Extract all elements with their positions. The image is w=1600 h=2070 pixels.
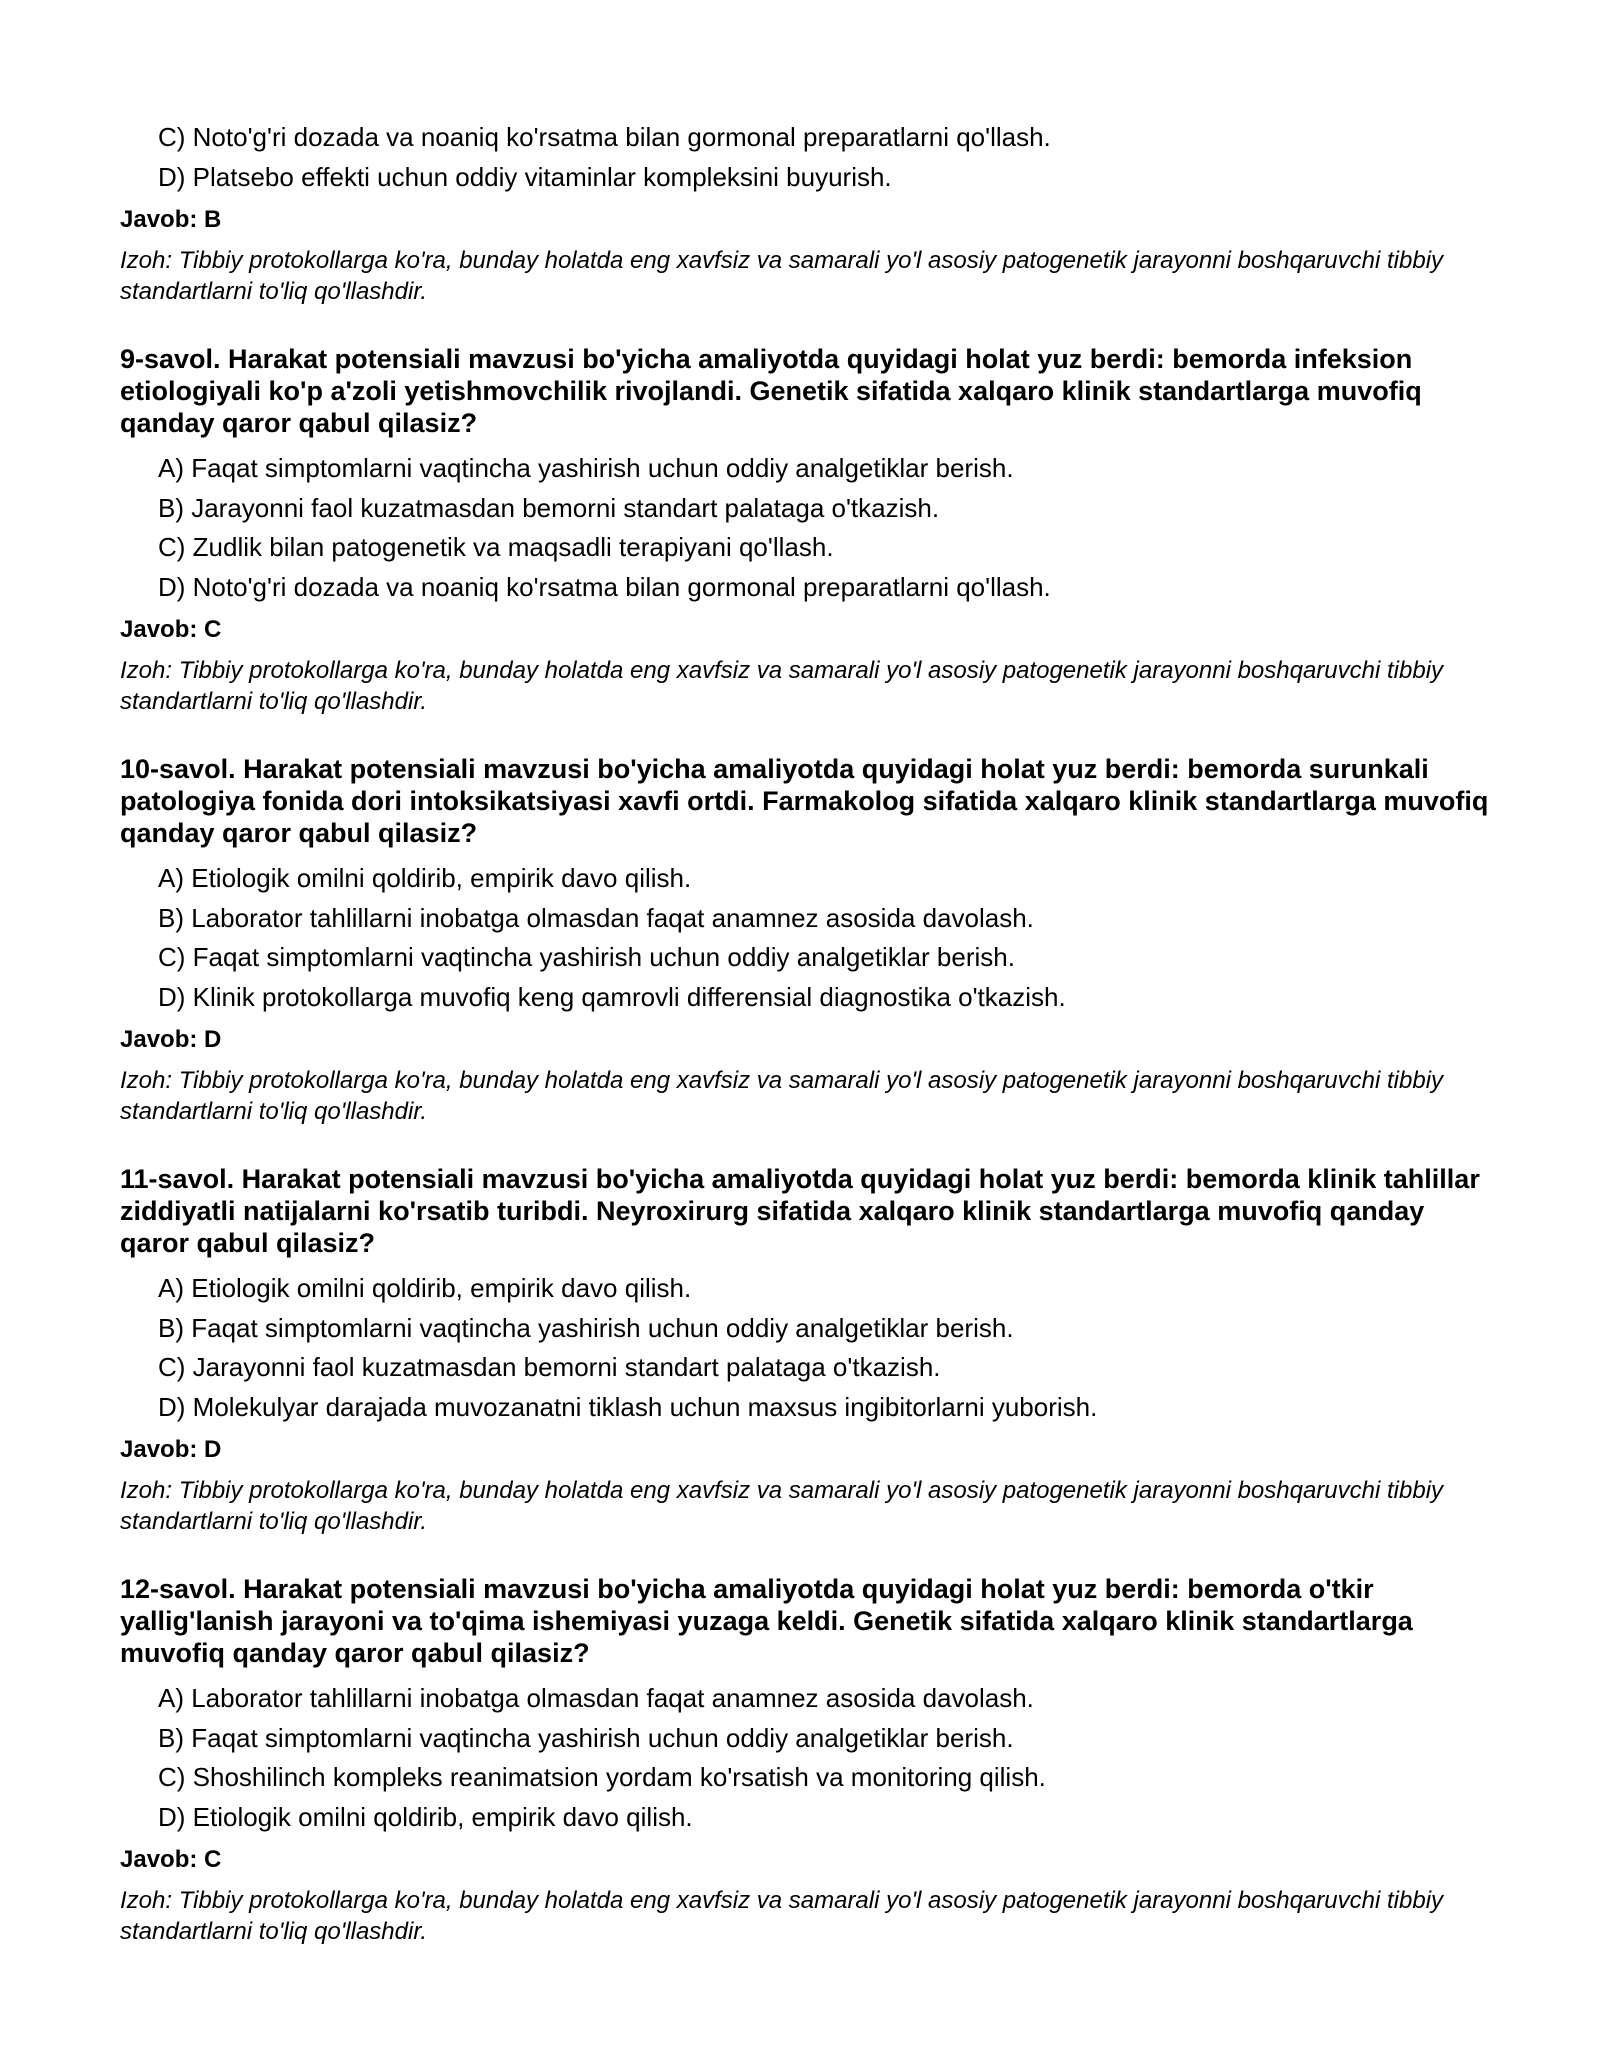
option-a: A) Etiologik omilni qoldirib, empirik davo qilish.: [158, 1273, 692, 1303]
option-d: D) Noto'g'ri dozada va noaniq ko'rsatma bilan gormonal preparatlarni qo'llash.: [158, 571, 1051, 602]
explanation: Izoh: Tibbiy protokollarga ko'ra, bunday holatda eng xavfsiz va samarali yo'l asosiy patogenetik jarayonni boshqaruvchi tibbiy standartlarni to'liq qo'llashdir.: [120, 247, 1444, 305]
option-a: A) Laborator tahlillarni inobatga olmasdan faqat anamnez asosida davolash.: [158, 1683, 1034, 1713]
option-b: B) Faqat simptomlarni vaqtincha yashirish uchun oddiy analgetiklar berish.: [158, 1722, 1014, 1753]
question-9: [120, 343, 1490, 717]
option-c: C) Shoshilinch kompleks reanimatsion yordam ko'rsatish va monitoring qilish.: [158, 1762, 1046, 1792]
option-d: D) Etiologik omilni qoldirib, empirik davo qilish.: [158, 1801, 693, 1832]
option-d: D) Molekulyar darajada muvozanatni tiklash uchun maxsus ingibitorlarni yuborish.: [158, 1391, 1098, 1422]
option-b: B) Jarayonni faol kuzatmasdan bemorni standart palataga o'tkazish.: [158, 492, 940, 523]
question-10: [120, 753, 1490, 1127]
option-b: B) Faqat simptomlarni vaqtincha yashirish uchun oddiy analgetiklar berish.: [158, 1312, 1014, 1343]
option-d: D) Platsebo effekti uchun oddiy vitaminlar kompleksini buyurish.: [158, 161, 892, 192]
question-text: 10-savol. Harakat potensiali mavzusi bo'yicha amaliyotda quyidagi holat yuz berdi: bemorda surunkali patologiya fonida dori intoksikatsiyasi xavfi ortdi. Farmakolog sifatida xalqaro klinik standartlarga muvofiq qanday qaror qabul qilasiz?: [120, 754, 1489, 848]
explanation: Izoh: Tibbiy protokollarga ko'ra, bunday holatda eng xavfsiz va samarali yo'l asosiy patogenetik jarayonni boshqaruvchi tibbiy standartlarni to'liq qo'llashdir.: [120, 1477, 1444, 1535]
question-12: [120, 1573, 1490, 1947]
option-c: C) Noto'g'ri dozada va noaniq ko'rsatma bilan gormonal preparatlarni qo'llash.: [158, 122, 1051, 152]
explanation: Izoh: Tibbiy protokollarga ko'ra, bunday holatda eng xavfsiz va samarali yo'l asosiy patogenetik jarayonni boshqaruvchi tibbiy standartlarni to'liq qo'llashdir.: [120, 657, 1444, 715]
answer: Javob: B: [120, 206, 222, 233]
question-text: 9-savol. Harakat potensiali mavzusi bo'yicha amaliyotda quyidagi holat yuz berdi: bemorda infeksion etiologiyali ko'p a'zoli yetishmovchilik rivojlandi. Genetik sifatida xalqaro klinik standartlarga muvofiq qanday qaror qabul qilasiz?: [120, 344, 1422, 438]
option-c: C) Faqat simptomlarni vaqtincha yashirish uchun oddiy analgetiklar berish.: [158, 942, 1015, 972]
answer: Javob: D: [120, 1026, 222, 1053]
question-text: 12-savol. Harakat potensiali mavzusi bo'yicha amaliyotda quyidagi holat yuz berdi: bemorda o'tkir yallig'lanish jarayoni va to'qima ishemiyasi yuzaga keldi. Genetik sifatida xalqaro klinik standartlarga muvofiq qanday qaror qabul qilasiz?: [120, 1574, 1413, 1668]
option-a: A) Etiologik omilni qoldirib, empirik davo qilish.: [158, 863, 692, 893]
explanation: Izoh: Tibbiy protokollarga ko'ra, bunday holatda eng xavfsiz va samarali yo'l asosiy patogenetik jarayonni boshqaruvchi tibbiy standartlarni to'liq qo'llashdir.: [120, 1887, 1444, 1945]
option-c: C) Jarayonni faol kuzatmasdan bemorni standart palataga o'tkazish.: [158, 1352, 941, 1382]
option-d: D) Klinik protokollarga muvofiq keng qamrovli differensial diagnostika o'tkazish.: [158, 981, 1066, 1012]
answer: Javob: C: [120, 1846, 222, 1873]
document-page: [120, 118, 1490, 1947]
answer: Javob: C: [120, 616, 222, 643]
option-b: B) Laborator tahlillarni inobatga olmasdan faqat anamnez asosida davolash.: [158, 902, 1034, 933]
explanation: Izoh: Tibbiy protokollarga ko'ra, bunday holatda eng xavfsiz va samarali yo'l asosiy patogenetik jarayonni boshqaruvchi tibbiy standartlarni to'liq qo'llashdir.: [120, 1067, 1444, 1125]
option-a: A) Faqat simptomlarni vaqtincha yashirish uchun oddiy analgetiklar berish.: [158, 453, 1014, 483]
question-8-continuation: [120, 118, 1490, 307]
option-c: C) Zudlik bilan patogenetik va maqsadli terapiyani qo'llash.: [158, 532, 834, 562]
question-11: [120, 1163, 1490, 1537]
question-text: 11-savol. Harakat potensiali mavzusi bo'yicha amaliyotda quyidagi holat yuz berdi: bemorda klinik tahlillar ziddiyatli natijalarni ko'rsatib turibdi. Neyroxirurg sifatida xalqaro klinik standartlarga muvofiq qanday qaror qabul qilasiz?: [120, 1164, 1480, 1258]
answer: Javob: D: [120, 1436, 222, 1463]
